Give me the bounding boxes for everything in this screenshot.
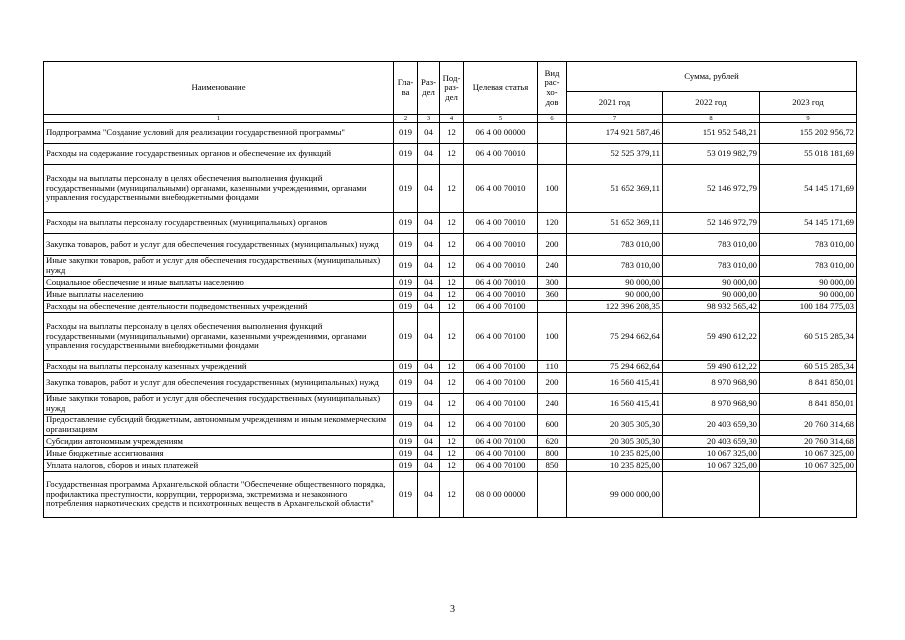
row-razdel: 04 (418, 301, 440, 313)
row-target: 06 4 00 70100 (464, 361, 538, 373)
row-vid (538, 301, 567, 313)
row-vid (538, 123, 567, 144)
row-sum-2021: 99 000 000,00 (567, 472, 663, 518)
row-glava: 019 (394, 415, 418, 436)
row-vid: 200 (538, 234, 567, 256)
row-vid: 360 (538, 289, 567, 301)
row-name: Субсидии автономным учреждениям (44, 436, 394, 448)
row-sum-2021: 75 294 662,64 (567, 313, 663, 361)
index-cell: 3 (418, 115, 440, 123)
row-podrazdel: 12 (440, 472, 464, 518)
row-vid: 300 (538, 277, 567, 289)
row-glava: 019 (394, 460, 418, 472)
row-target: 06 4 00 70010 (464, 289, 538, 301)
row-target: 06 4 00 70010 (464, 144, 538, 165)
row-vid: 850 (538, 460, 567, 472)
row-name: Расходы на выплаты персоналу государственных (муниципальных) органов (44, 213, 394, 234)
row-sum-2023: 90 000,00 (760, 277, 857, 289)
row-sum-2021: 90 000,00 (567, 277, 663, 289)
row-sum-2023: 100 184 775,03 (760, 301, 857, 313)
row-glava: 019 (394, 256, 418, 277)
index-cell: 4 (440, 115, 464, 123)
row-sum-2021: 20 305 305,30 (567, 436, 663, 448)
table-row (44, 448, 857, 460)
row-razdel: 04 (418, 256, 440, 277)
row-sum-2022: 8 970 968,90 (663, 394, 760, 415)
row-name: Закупка товаров, работ и услуг для обеспечения государственных (муниципальных) нужд (44, 373, 394, 394)
budget-table-container (43, 61, 856, 518)
row-sum-2021: 783 010,00 (567, 256, 663, 277)
row-target: 06 4 00 70100 (464, 313, 538, 361)
row-razdel: 04 (418, 373, 440, 394)
row-target: 06 4 00 70010 (464, 234, 538, 256)
row-sum-2023: 10 067 325,00 (760, 460, 857, 472)
row-podrazdel: 12 (440, 123, 464, 144)
header-year-2023: 2023 год (760, 92, 857, 115)
row-name: Иные закупки товаров, работ и услуг для обеспечения государственных (муниципальных) нужд (44, 256, 394, 277)
row-glava: 019 (394, 373, 418, 394)
row-sum-2021: 174 921 587,46 (567, 123, 663, 144)
row-podrazdel: 12 (440, 415, 464, 436)
row-vid: 600 (538, 415, 567, 436)
header-glava: Гла-ва (394, 62, 418, 115)
row-sum-2021: 16 560 415,41 (567, 394, 663, 415)
row-sum-2021: 52 525 379,11 (567, 144, 663, 165)
row-sum-2021: 783 010,00 (567, 234, 663, 256)
row-sum-2023: 20 760 314,68 (760, 436, 857, 448)
row-razdel: 04 (418, 123, 440, 144)
table-row (44, 256, 857, 277)
row-podrazdel: 12 (440, 213, 464, 234)
row-podrazdel: 12 (440, 165, 464, 213)
row-glava: 019 (394, 361, 418, 373)
header-razdel: Раз-дел (418, 62, 440, 115)
row-glava: 019 (394, 213, 418, 234)
row-vid: 240 (538, 256, 567, 277)
table-row (44, 436, 857, 448)
row-glava: 019 (394, 472, 418, 518)
row-sum-2022: 52 146 972,79 (663, 213, 760, 234)
index-cell: 9 (760, 115, 857, 123)
row-target: 06 4 00 70100 (464, 436, 538, 448)
table-row (44, 415, 857, 436)
row-razdel: 04 (418, 394, 440, 415)
row-sum-2022: 10 067 325,00 (663, 460, 760, 472)
row-razdel: 04 (418, 313, 440, 361)
row-sum-2023: 10 067 325,00 (760, 448, 857, 460)
row-sum-2022: 59 490 612,22 (663, 313, 760, 361)
table-row (44, 165, 857, 213)
row-sum-2023: 60 515 285,34 (760, 361, 857, 373)
row-podrazdel: 12 (440, 313, 464, 361)
row-vid (538, 144, 567, 165)
row-razdel: 04 (418, 448, 440, 460)
row-sum-2022: 59 490 612,22 (663, 361, 760, 373)
row-sum-2023: 54 145 171,69 (760, 213, 857, 234)
row-name: Уплата налогов, сборов и иных платежей (44, 460, 394, 472)
row-sum-2022: 8 970 968,90 (663, 373, 760, 394)
table-row (44, 472, 857, 518)
row-name: Расходы на выплаты персоналу казенных учреждений (44, 361, 394, 373)
row-vid: 110 (538, 361, 567, 373)
row-target: 06 4 00 70010 (464, 165, 538, 213)
row-name: Государственная программа Архангельской области "Обеспечение общественного порядка, профилактика преступности, коррупции, терроризма, экстремизма и незаконного потребления наркотических средств и психотронных веществ в Архангельской области" (44, 472, 394, 518)
row-sum-2022: 90 000,00 (663, 289, 760, 301)
row-glava: 019 (394, 289, 418, 301)
table-row (44, 313, 857, 361)
index-cell: 1 (44, 115, 394, 123)
header-vid: Вид рас-хо-дов (538, 62, 567, 115)
row-razdel: 04 (418, 234, 440, 256)
row-sum-2021: 122 396 208,35 (567, 301, 663, 313)
header-year-2022: 2022 год (663, 92, 760, 115)
row-podrazdel: 12 (440, 256, 464, 277)
row-sum-2023: 60 515 285,34 (760, 313, 857, 361)
row-sum-2021: 16 560 415,41 (567, 373, 663, 394)
row-target: 06 4 00 70100 (464, 415, 538, 436)
row-target: 06 4 00 70100 (464, 448, 538, 460)
row-podrazdel: 12 (440, 234, 464, 256)
row-sum-2021: 51 652 369,11 (567, 165, 663, 213)
row-podrazdel: 12 (440, 373, 464, 394)
row-sum-2022: 90 000,00 (663, 277, 760, 289)
row-podrazdel: 12 (440, 361, 464, 373)
row-sum-2023 (760, 472, 857, 518)
table-row (44, 123, 857, 144)
row-podrazdel: 12 (440, 448, 464, 460)
row-sum-2021: 90 000,00 (567, 289, 663, 301)
row-name: Иные выплаты населению (44, 289, 394, 301)
row-sum-2023: 90 000,00 (760, 289, 857, 301)
row-razdel: 04 (418, 472, 440, 518)
index-cell: 8 (663, 115, 760, 123)
row-name: Иные закупки товаров, работ и услуг для обеспечения государственных (муниципальных) нужд (44, 394, 394, 415)
row-sum-2023: 783 010,00 (760, 234, 857, 256)
row-vid: 240 (538, 394, 567, 415)
row-razdel: 04 (418, 165, 440, 213)
row-podrazdel: 12 (440, 394, 464, 415)
row-name: Подпрограмма "Создание условий для реализации государственной программы" (44, 123, 394, 144)
index-cell: 2 (394, 115, 418, 123)
row-sum-2022: 53 019 982,79 (663, 144, 760, 165)
row-name: Расходы на выплаты персоналу в целях обеспечения выполнения функций государственными (муниципальными) органами, казенными учреждениями, органами управления государственными внебюджетными фондами (44, 313, 394, 361)
table-row (44, 277, 857, 289)
row-sum-2021: 10 235 825,00 (567, 460, 663, 472)
row-vid: 100 (538, 165, 567, 213)
row-target: 06 4 00 70010 (464, 256, 538, 277)
row-razdel: 04 (418, 277, 440, 289)
row-name: Расходы на содержание государственных органов и обеспечение их функций (44, 144, 394, 165)
row-sum-2021: 75 294 662,64 (567, 361, 663, 373)
row-razdel: 04 (418, 289, 440, 301)
row-sum-2022: 98 932 565,42 (663, 301, 760, 313)
index-cell: 7 (567, 115, 663, 123)
row-sum-2022: 20 403 659,30 (663, 436, 760, 448)
row-sum-2022: 10 067 325,00 (663, 448, 760, 460)
row-name: Иные бюджетные ассигнования (44, 448, 394, 460)
table-row (44, 144, 857, 165)
row-sum-2022: 151 952 548,21 (663, 123, 760, 144)
row-glava: 019 (394, 394, 418, 415)
header-podrazdel: Под-раз-дел (440, 62, 464, 115)
row-sum-2023: 8 841 850,01 (760, 373, 857, 394)
row-name: Расходы на обеспечение деятельности подведомственных учреждений (44, 301, 394, 313)
index-cell: 5 (464, 115, 538, 123)
row-name: Социальное обеспечение и иные выплаты населению (44, 277, 394, 289)
row-sum-2022: 783 010,00 (663, 256, 760, 277)
row-podrazdel: 12 (440, 289, 464, 301)
row-podrazdel: 12 (440, 460, 464, 472)
row-podrazdel: 12 (440, 277, 464, 289)
row-target: 06 4 00 70100 (464, 301, 538, 313)
row-sum-2023: 20 760 314,68 (760, 415, 857, 436)
row-razdel: 04 (418, 361, 440, 373)
row-sum-2022: 20 403 659,30 (663, 415, 760, 436)
row-target: 06 4 00 70010 (464, 213, 538, 234)
row-glava: 019 (394, 277, 418, 289)
row-podrazdel: 12 (440, 436, 464, 448)
row-sum-2021: 10 235 825,00 (567, 448, 663, 460)
row-glava: 019 (394, 234, 418, 256)
row-razdel: 04 (418, 436, 440, 448)
row-sum-2021: 20 305 305,30 (567, 415, 663, 436)
table-body (44, 123, 857, 518)
table-row (44, 361, 857, 373)
row-glava: 019 (394, 436, 418, 448)
row-sum-2021: 51 652 369,11 (567, 213, 663, 234)
table-row (44, 301, 857, 313)
header-year-2021: 2021 год (567, 92, 663, 115)
budget-table (43, 61, 857, 518)
table-row (44, 213, 857, 234)
row-glava: 019 (394, 123, 418, 144)
row-glava: 019 (394, 448, 418, 460)
table-row (44, 289, 857, 301)
row-podrazdel: 12 (440, 301, 464, 313)
row-podrazdel: 12 (440, 144, 464, 165)
row-target: 06 4 00 70100 (464, 460, 538, 472)
header-name: Наименование (44, 62, 394, 115)
row-vid: 620 (538, 436, 567, 448)
row-sum-2023: 155 202 956,72 (760, 123, 857, 144)
row-sum-2023: 8 841 850,01 (760, 394, 857, 415)
row-sum-2023: 55 018 181,69 (760, 144, 857, 165)
row-name: Закупка товаров, работ и услуг для обеспечения государственных (муниципальных) нужд (44, 234, 394, 256)
row-sum-2023: 54 145 171,69 (760, 165, 857, 213)
header-sum: Сумма, рублей (567, 62, 857, 92)
index-cell: 6 (538, 115, 567, 123)
row-razdel: 04 (418, 415, 440, 436)
row-name: Предоставление субсидий бюджетным, автономным учреждениям и иным некоммерческим организациям (44, 415, 394, 436)
row-glava: 019 (394, 165, 418, 213)
row-target: 06 4 00 00000 (464, 123, 538, 144)
page-number: 3 (450, 604, 455, 615)
row-target: 06 4 00 70100 (464, 373, 538, 394)
row-razdel: 04 (418, 460, 440, 472)
row-razdel: 04 (418, 144, 440, 165)
row-vid: 800 (538, 448, 567, 460)
table-row (44, 234, 857, 256)
row-vid: 200 (538, 373, 567, 394)
table-row (44, 394, 857, 415)
header-target: Целевая статья (464, 62, 538, 115)
row-vid: 100 (538, 313, 567, 361)
row-sum-2022: 52 146 972,79 (663, 165, 760, 213)
table-row (44, 373, 857, 394)
row-target: 08 0 00 00000 (464, 472, 538, 518)
row-sum-2023: 783 010,00 (760, 256, 857, 277)
table-row (44, 460, 857, 472)
row-glava: 019 (394, 301, 418, 313)
row-vid: 120 (538, 213, 567, 234)
row-glava: 019 (394, 313, 418, 361)
row-sum-2022: 783 010,00 (663, 234, 760, 256)
row-name: Расходы на выплаты персоналу в целях обеспечения выполнения функций государственными (муниципальными) органами, казенными учреждениями, органами управления государственными внебюджетными фондами (44, 165, 394, 213)
row-glava: 019 (394, 144, 418, 165)
row-vid (538, 472, 567, 518)
row-target: 06 4 00 70100 (464, 394, 538, 415)
row-sum-2022 (663, 472, 760, 518)
row-target: 06 4 00 70010 (464, 277, 538, 289)
row-razdel: 04 (418, 213, 440, 234)
